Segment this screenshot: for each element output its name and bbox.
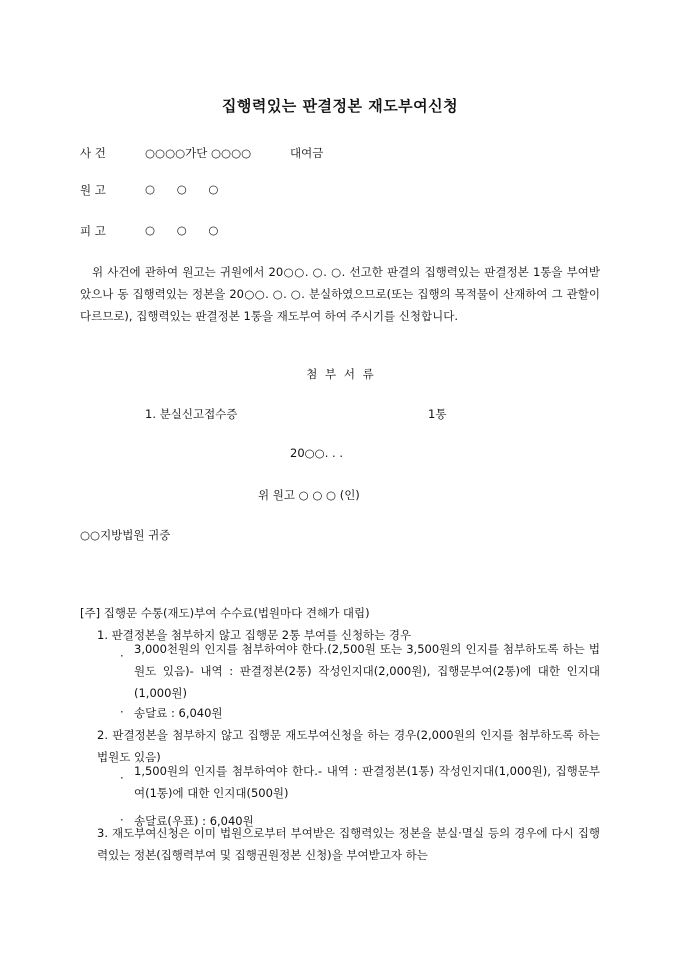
note-item-2-title: 2. 판결정본을 첨부하지 않고 집행문 재도부여신청을 하는 경우(2,000원의 인지를 첨부하도록 하는 법원도 있음) xyxy=(97,728,600,764)
body-paragraph: 위 사건에 관하여 원고는 귀원에서 20○○. ○. ○. 선고한 판결의 집행력있는 판결정본 1통을 부여받았으나 동 집행력있는 정본을 20○○. ○. ○. 분실하였으므로(또는 집행의 목적물이 산재하여 그 관할이 다르므로), 집행력있는 판결정본 1통을 재도부여 하여 주시기를 신청합니다. xyxy=(80,265,600,323)
plaintiff-name: ○ ○ ○ xyxy=(145,182,219,196)
filing-date: 20○○. . . xyxy=(290,446,343,460)
note-item-1-bullet-1: 3,000천원의 인지를 첨부하여야 한다.(2,500원 또는 3,500원의 인지를 첨부하도록 하는 법원도 있음)- 내역 : 판결정본(2통) 작성인지대(2,000원), 집행문부여(2통)에 대한 인지대(1,000원) xyxy=(134,642,600,700)
case-label: 사 건 xyxy=(80,146,106,160)
note-item-3-title: 3. 재도부여신청은 이미 법원으로부터 부여받은 집행력있는 정본을 분실·멸실 등의 경우에 다시 집행력있는 정본(집행력부여 및 집행권원정본 신청)을 부여받고자 하는 xyxy=(97,826,600,862)
note-item-1-bullet-2: 송달료 : 6,040원 xyxy=(134,706,223,720)
signature-line: 위 원고 ○ ○ ○ (인) xyxy=(258,488,360,502)
plaintiff-label: 원 고 xyxy=(80,183,106,197)
bullet-icon: · xyxy=(120,813,124,827)
bullet-icon: · xyxy=(120,771,124,785)
case-name: 대여금 xyxy=(290,146,324,160)
note-item-2-bullet-1: 1,500원의 인지를 첨부하여야 한다.- 내역 : 판결정본(1통) 작성인지대(1,000원), 집행문부여(1통)에 대한 인지대(500원) xyxy=(134,764,600,800)
attachment-item-label: 1. 분실신고접수증 xyxy=(145,407,238,421)
court-addressee: ○○지방법원 귀중 xyxy=(80,528,171,542)
page-title: 집행력있는 판결정본 재도부여신청 xyxy=(221,97,459,115)
bullet-icon: · xyxy=(120,649,124,663)
attachment-item-count: 1통 xyxy=(428,407,447,421)
note-heading: [주] 집행문 수통(재도)부여 수수료(법원마다 견해가 대립) xyxy=(80,606,370,620)
bullet-icon: · xyxy=(120,705,124,719)
note-item-2-bullet-2: 송달료(우표) : 6,040원 xyxy=(134,814,254,828)
note-item-1-title: 1. 판결정본을 첨부하지 않고 집행문 2통 부여를 신청하는 경우 xyxy=(97,628,412,642)
defendant-name: ○ ○ ○ xyxy=(145,223,219,237)
defendant-label: 피 고 xyxy=(80,224,106,238)
case-number: ○○○○가단 ○○○○ xyxy=(145,146,252,160)
attachments-heading: 첨 부 서 류 xyxy=(306,367,374,381)
